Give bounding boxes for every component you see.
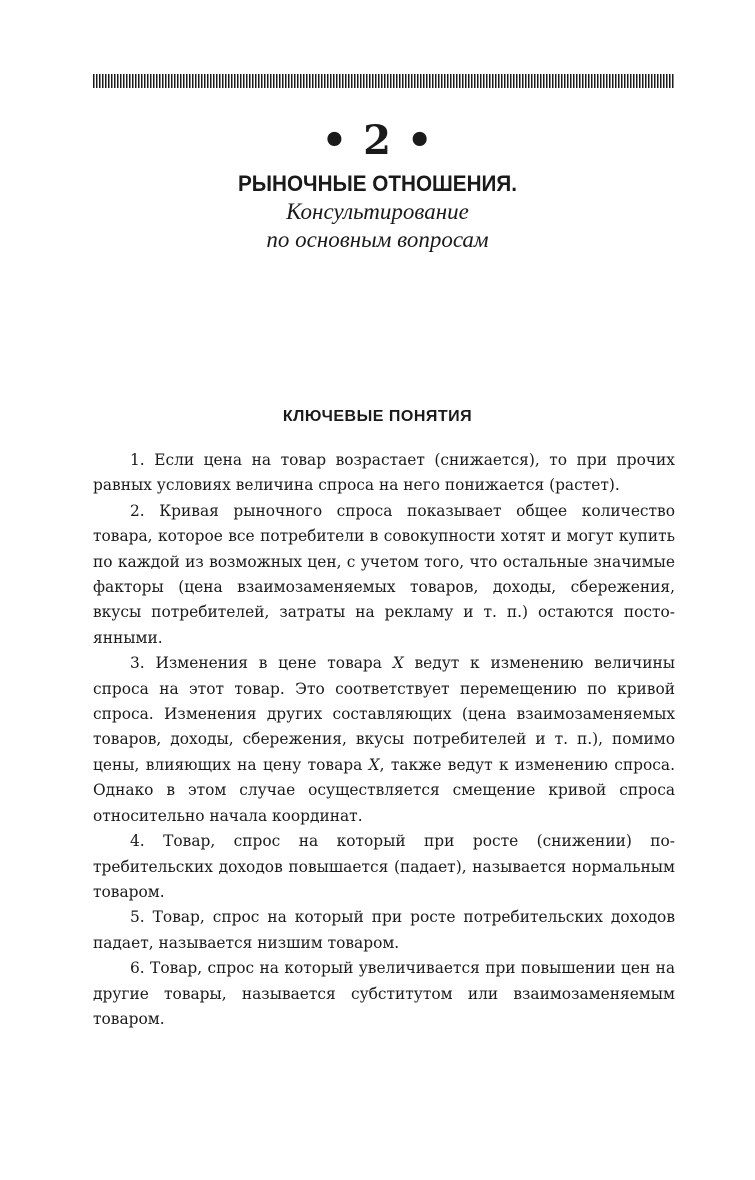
paragraph-4: 4. Товар, спрос на который при росте (снижении) потребительских доходов повышается (падает), называется нормальным товаром. <box>93 832 675 901</box>
chapter-title: РЫНОЧНЫЕ ОТНОШЕНИЯ. <box>237 171 518 196</box>
variable-x: X <box>368 755 380 774</box>
paragraph-2: 2. Кривая рыночного спроса показывает общее количество товара, которое все потребители в совокупности хотят и могут купить по каждой из возможных цен, с учетом того, что остальные значимые факторы (цена взаимозаменяемых товаров, доходы, сбережения, вкусы потребителей, затраты на рекламу и т. п.) остаются постоянными. <box>93 501 675 647</box>
paragraph-1: 1. Если цена на товар возрастает (снижается), то при прочих равных условиях величина спроса на него понижается (растет). <box>93 451 675 495</box>
chapter-number: • 2 • <box>321 117 434 164</box>
paragraph-3: 3. Изменения в цене товара X ведут к изменению величины спроса на этот товар. Это соответствует перемещению по кривой спроса. Изменения других составляющих (цена взаимозаменяемых товаров, доходы, сбережения, вкусы потребителей и т. п.), помимо цены, влияющих на цену товара X, также ведут к изменению спроса. Однако в этом случае осуществляется смещение кривой спроса относительно начала координат. <box>93 654 675 825</box>
variable-x: X <box>392 654 404 673</box>
body-text <box>93 448 675 1032</box>
paragraph-5: 5. Товар, спрос на который при росте потребительских доходов падает, называется низшим товаром. <box>93 908 675 952</box>
paragraph-6: 6. Товар, спрос на который увеличивается при повышении цен на другие товары, называется субститутом или взаимозаменяемым товаром. <box>93 959 675 1028</box>
chapter-subtitle-line-1: Консультирование <box>286 199 469 224</box>
section-heading: КЛЮЧЕВЫЕ ПОНЯТИЯ <box>282 408 473 425</box>
chapter-subtitle-line-2: по основным вопросам <box>266 227 489 252</box>
decorative-rule <box>93 74 675 88</box>
chapter-subtitle <box>0 198 755 254</box>
